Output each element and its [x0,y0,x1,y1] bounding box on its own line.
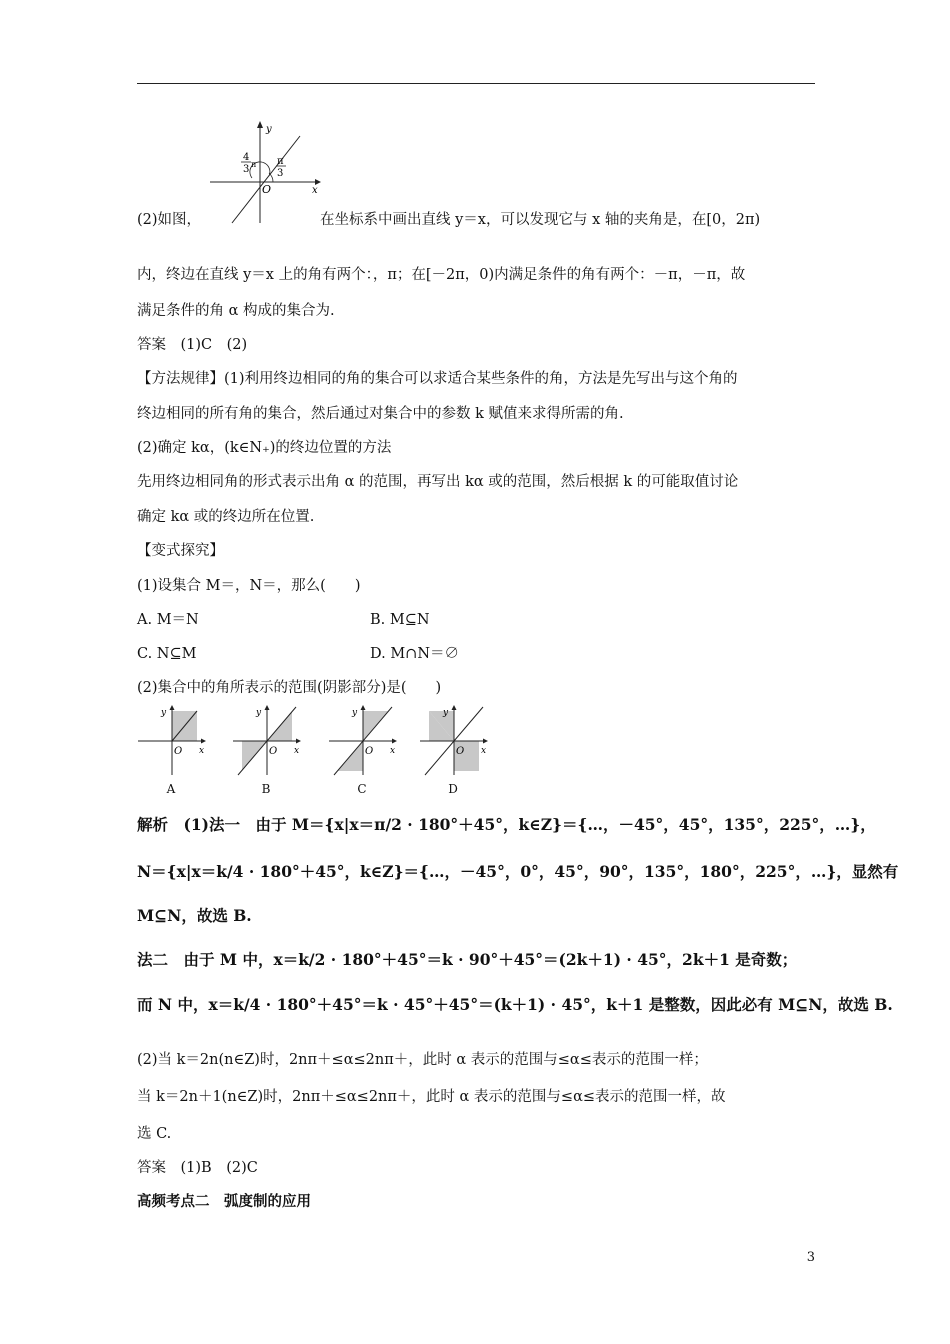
o-label-b: O [269,746,278,757]
option-figure-c [326,703,398,778]
method-rule-2: 终边相同的所有角的集合，然后通过对集合中的参数 k 赋值来求得所需的角. [137,406,624,422]
text-line-1b: 在坐标系中画出直线 y＝x，可以发现它与 x 轴的夹角是，在[0，2π) [320,212,761,228]
x-label-b: x [294,746,300,756]
x-arrow-b [296,739,301,744]
text-line-3: 满足条件的角 α 构成的集合为. [137,303,335,319]
y-arrow-d [452,705,457,710]
method-rule-1: 【方法规律】(1)利用终边相同的角的集合可以求适合某些条件的角，方法是先写出与这个角的 [137,371,738,387]
y-label-d: y [443,708,449,718]
x-label-a: x [199,746,205,756]
y-axis-label: y [266,124,272,135]
solution-line-2: N＝{x|x＝k/4 · 180°＋45°，k∈Z}＝{…，－45°，0°，45°，90°，135°，180°，225°，…}，显然有 [137,862,899,881]
y-label-c: y [352,708,358,718]
option-figure-a [135,703,207,778]
solution-line-5: 而 N 中，x＝k/4 · 180°＋45°＝k · 45°＋45°＝(k＋1) · 45°，k＋1 是整数，因此必有 M⊆N，故选 B. [137,995,893,1014]
y-label-b: y [256,708,262,718]
option-figure-b [230,703,302,778]
x-arrow-c [392,739,397,744]
y-arrow-a [170,705,175,710]
text-line-2: 内，终边在直线 y＝x 上的角有两个：，π；在[－2π，0)内满足条件的角有两个：－π，－π，故 [137,267,746,283]
question-2: (2)集合中的角所表示的范围(阴影部分)是( ) [137,680,442,696]
o-label-c: O [365,746,374,757]
figure-label-c: C [357,782,367,796]
option-a: A. M＝N [137,612,199,628]
option-d: D. M∩N＝∅ [370,646,460,662]
o-label-d: O [456,746,465,757]
y-arrow-b [265,705,270,710]
left-angle-denominator: 3 [243,164,250,175]
origin-label: O [262,183,272,196]
option-c: C. N⊆M [137,646,197,662]
method-rule-5: 确定 kα 或的终边所在位置. [137,509,315,525]
method-rule-3: (2)确定 kα，(k∈N₊)的终边位置的方法 [137,440,392,456]
option-figure-d [417,703,489,778]
x-label-c: x [390,746,396,756]
solution-line-4: 法二 由于 M 中，x＝k/2 · 180°＋45°＝k · 90°＋45°＝(2k＋1) · 45°，2k＋1 是奇数； [137,950,798,969]
solution2-line-1: (2)当 k＝2n(n∈Z)时，2nπ＋≤α≤2nπ＋，此时 α 表示的范围与≤α≤表示的范围一样； [137,1052,708,1068]
x-label-d: x [481,746,487,756]
option-b: B. M⊆N [370,612,430,628]
question-1: (1)设集合 M＝，N＝，那么( ) [137,578,361,594]
solution2-line-2: 当 k＝2n＋1(n∈Z)时，2nπ＋≤α≤2nπ＋，此时 α 表示的范围与≤α≤表示的范围一样，故 [137,1089,726,1105]
header-rule [137,83,815,84]
x-axis-label: x [312,185,318,196]
line-y-x [232,136,300,223]
right-angle-denominator: 3 [277,168,284,179]
figure-label-a: A [166,782,176,796]
y-arrow-c [361,705,366,710]
answer-2: 答案 (1)B (2)C [137,1160,258,1176]
y-label-a: y [161,708,167,718]
page-number: 3 [806,1250,815,1265]
y-axis-arrow [257,121,263,128]
left-angle-pi: π [251,160,257,169]
x-arrow-a [201,739,206,744]
o-label-a: O [174,746,183,757]
solution-line-1: 解析 (1)法一 由于 M＝{x|x＝π/2 · 180°＋45°，k∈Z}＝{…，－45°，45°，135°，225°，…}， [137,815,876,834]
figure-label-d: D [448,782,458,796]
figure-label-b: B [261,782,271,796]
solution2-line-3: 选 C. [137,1126,172,1142]
text-line-1a: (2)如图， [137,212,202,228]
x-arrow-d [483,739,488,744]
left-angle-numerator: 4 [243,152,250,163]
solution-line-3: M⊆N，故选 B. [137,906,252,925]
section-heading: 高频考点二 弧度制的应用 [137,1193,311,1210]
method-rule-4: 先用终边相同角的形式表示出角 α 的范围，再写出 kα 或的范围，然后根据 k 的可能取值讨论 [137,474,739,490]
line-y-equals-x-figure [205,118,325,228]
variant-heading: 【变式探究】 [137,543,224,559]
right-angle-numerator: π [277,156,284,167]
answer-1: 答案 (1)C (2) [137,337,248,353]
